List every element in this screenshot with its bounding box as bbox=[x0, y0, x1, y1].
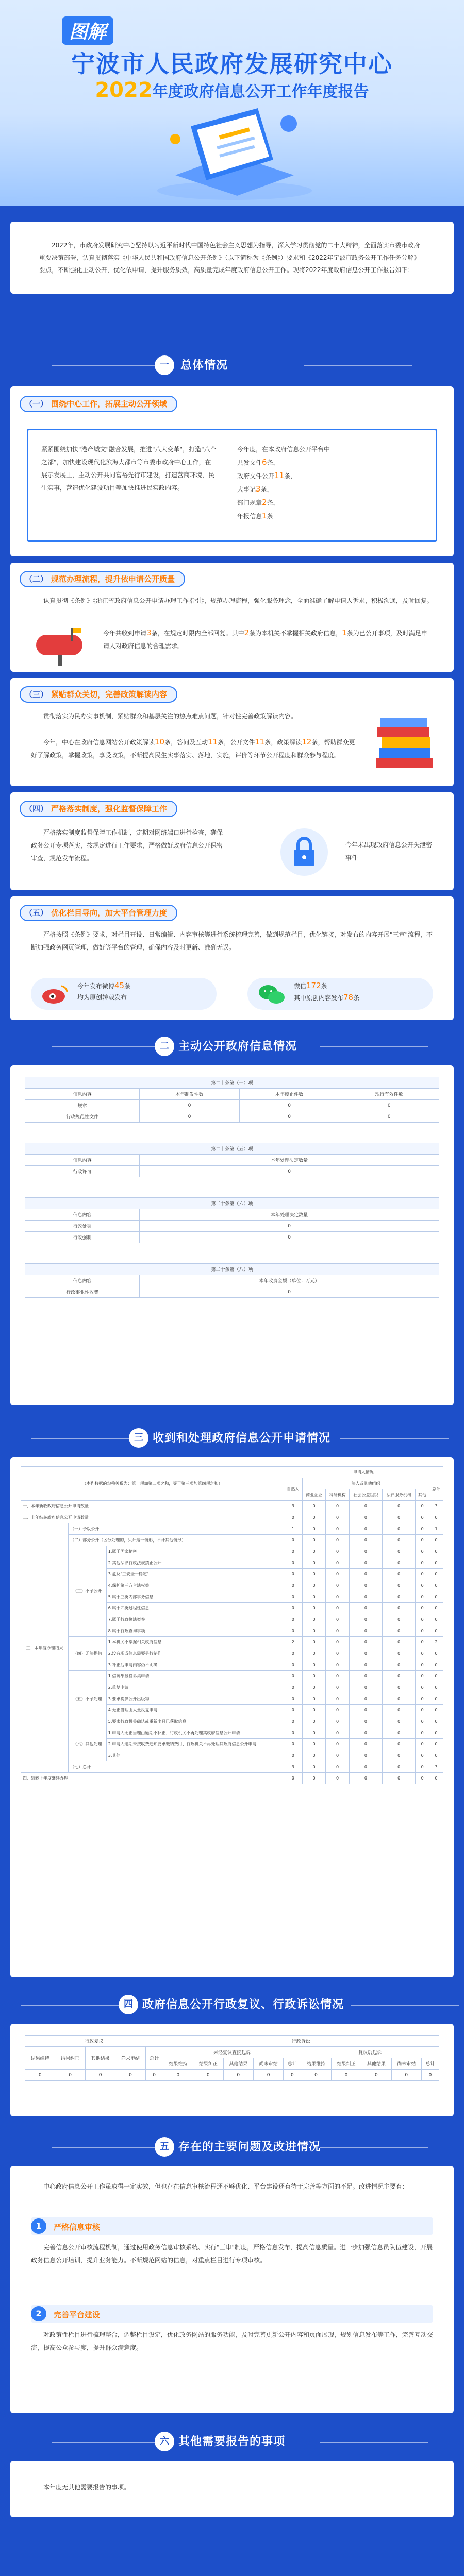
cell-value: 0 bbox=[284, 1614, 302, 1625]
cell-value: 0 bbox=[302, 1523, 326, 1535]
cell-value: 0 bbox=[326, 1716, 350, 1727]
cell-value: 0 bbox=[326, 1739, 350, 1750]
cell-value: 0 bbox=[284, 1603, 302, 1614]
cell-value: 0 bbox=[429, 1512, 443, 1523]
cell-value: 0 bbox=[429, 1659, 443, 1671]
row-label: 1.属于国家秘密 bbox=[106, 1546, 284, 1557]
cell-value: 0 bbox=[284, 1693, 302, 1705]
cell-value: 0 bbox=[416, 1523, 429, 1535]
cell-value: 0 bbox=[193, 2070, 223, 2081]
cell-value: 0 bbox=[302, 1648, 326, 1659]
cell-value: 0 bbox=[416, 1637, 429, 1648]
cell-value: 0 bbox=[326, 1648, 350, 1659]
row-label: 8.属于行政查询事项 bbox=[106, 1625, 284, 1637]
cell-value: 0 bbox=[302, 1603, 326, 1614]
cell-value: 0 bbox=[383, 1614, 416, 1625]
item-number-1: 1 bbox=[31, 2218, 46, 2234]
cell-value: 0 bbox=[349, 1659, 382, 1671]
item-number-2: 2 bbox=[31, 2306, 46, 2321]
cell-value: 0 bbox=[302, 1535, 326, 1546]
cell-value: 0 bbox=[253, 2070, 283, 2081]
row-label: 2.重复申请 bbox=[106, 1682, 284, 1693]
cell-value: 0 bbox=[349, 1591, 382, 1603]
cell-value: 0 bbox=[349, 1750, 382, 1761]
cell-value: 0 bbox=[302, 1682, 326, 1693]
cell-value: 0 bbox=[302, 1705, 326, 1716]
cell-value: 0 bbox=[284, 1682, 302, 1693]
cell-value: 0 bbox=[383, 1648, 416, 1659]
cell-value: 0 bbox=[302, 1659, 326, 1671]
cell-value: 0 bbox=[383, 1727, 416, 1739]
laptop-illustration-icon bbox=[155, 103, 314, 201]
row-label: 一、本年新收政府信息公开申请数量 bbox=[21, 1501, 284, 1512]
cell-value: 0 bbox=[331, 2070, 361, 2081]
page-title: 宁波市人民政府发展研究中心 bbox=[71, 50, 393, 78]
section-banner-3: 三 收到和处理政府信息公开申请情况 bbox=[0, 1422, 464, 1453]
cell-value: 0 bbox=[429, 1693, 443, 1705]
cell-value: 0 bbox=[383, 1523, 416, 1535]
table-row bbox=[21, 1727, 443, 1739]
cell-value: 0 bbox=[429, 1682, 443, 1693]
item-text-2: 对政策性栏目进行梳理整合，调整栏目设定，优化政务网站的服务功能，及时完善更新公开内容和页面展现，规划信息发布等工作，完善互动交流，提高公众参与度，提升群众满意度。 bbox=[31, 2331, 434, 2351]
row-label: 5.要求行政机关确认或重新出具已获取信息 bbox=[106, 1716, 284, 1727]
cell-value: 0 bbox=[326, 1727, 350, 1739]
section-banner-6: 六 其他需要报告的事项 bbox=[0, 2426, 464, 2456]
cell-value: 0 bbox=[284, 1648, 302, 1659]
cell-value: 0 bbox=[429, 1716, 443, 1727]
cell-value: 0 bbox=[326, 1761, 350, 1773]
cell-value: 0 bbox=[349, 1637, 382, 1648]
cell-value: 0 bbox=[349, 1535, 382, 1546]
cell-value: 0 bbox=[416, 1761, 429, 1773]
cell-value: 0 bbox=[383, 1637, 416, 1648]
cell-value: 0 bbox=[416, 1501, 429, 1512]
weibo-stat: 今年发布微博45条 均为原创转载发布 bbox=[77, 981, 131, 1001]
cell-value: 2 bbox=[284, 1637, 302, 1648]
table-row bbox=[21, 1501, 443, 1512]
cell-value: 0 bbox=[284, 1750, 302, 1761]
cell-value: 0 bbox=[349, 1648, 382, 1659]
row-label: 6.属于四类过程性信息 bbox=[106, 1603, 284, 1614]
cell-value: 0 bbox=[284, 1546, 302, 1557]
cell-value: 0 bbox=[284, 1512, 302, 1523]
cell-value: 0 bbox=[302, 1773, 326, 1784]
row-label: 2.没有现成信息需要另行制作 bbox=[106, 1648, 284, 1659]
row-label: 7.属于行政执法案卷 bbox=[106, 1614, 284, 1625]
cell-value: 0 bbox=[416, 1648, 429, 1659]
cell-value: 0 bbox=[429, 1671, 443, 1682]
row-label: （一）予以公开 bbox=[69, 1523, 284, 1535]
cell-value: 0 bbox=[349, 1773, 382, 1784]
cell-value: 0 bbox=[302, 1761, 326, 1773]
cell-value: 0 bbox=[326, 1682, 350, 1693]
cell-value: 0 bbox=[383, 1739, 416, 1750]
row-label: （五）不予处理 bbox=[69, 1671, 107, 1727]
cell-value: 0 bbox=[429, 1546, 443, 1557]
p2-text2: 今年共收到申请3条，在规定时限内全部回复。其中2条为本机关不掌握相关政府信息，1条为已公开事项，及时满足申请人对政府信息的合理需求。 bbox=[103, 628, 427, 650]
row-label: 2.其他法律行政法规禁止公开 bbox=[106, 1557, 284, 1569]
row-label: （二）部分公开（区分处理的，只计这一情形，不计其他情形） bbox=[69, 1535, 284, 1546]
subhead-1-2: （二） 规范办理流程，提升依申请公开质量 bbox=[20, 571, 185, 587]
cell-value: 0 bbox=[284, 1671, 302, 1682]
cell-value: 0 bbox=[383, 1750, 416, 1761]
cell-value: 0 bbox=[429, 1603, 443, 1614]
cell-value: 0 bbox=[429, 1739, 443, 1750]
row-label: 4.保护第三方合法权益 bbox=[106, 1580, 284, 1591]
row-label: 1.本机关不掌握相关政府信息 bbox=[106, 1637, 284, 1648]
cell-value: 0 bbox=[383, 1716, 416, 1727]
cell-value: 0 bbox=[326, 1705, 350, 1716]
cell-value: 0 bbox=[416, 1773, 429, 1784]
cell-value: 0 bbox=[326, 1773, 350, 1784]
subhead-1-3: （三） 紧贴群众关切，完善政策解读内容 bbox=[20, 686, 177, 703]
table-row bbox=[21, 1523, 443, 1535]
cell-value: 0 bbox=[383, 1546, 416, 1557]
cell-value: 0 bbox=[383, 1603, 416, 1614]
cell-value: 0 bbox=[302, 1716, 326, 1727]
cell-value: 0 bbox=[326, 1750, 350, 1761]
cell-value: 0 bbox=[383, 1512, 416, 1523]
cell-value: 0 bbox=[284, 1591, 302, 1603]
cell-value: 0 bbox=[326, 1625, 350, 1637]
table-applications: （本列数据的勾稽关系为：第一项加第二项之和，等于第三项加第四项之和） 申请人情况 自然人 法人或其他组织 总计 商业企业 科研机构 社会公益组织 法律服务机构 其他 一、本年新收政府信息公开申请数量 3 0 0 0 0 0 3 二、上年结转政府信息公开申请数量 0 0 0 0 0 0 0 三、本年度办理结果 （一）予以公开 1 0 0 0 0 0 1 （二）部分公开（区分处理的，只计这一情形，不计其他情形） 0 0 0 0 0 0 0 （三）不予公开 1.属于国家秘密 0 0 0 0 0 0 0 2.其他法律行政法规禁止公开 0 0 0 0 0 0 0 3.危及"三安全一稳定" 0 0 0 0 0 0 0 4.保护第三方合法权益 0 0 0 0 0 0 0 5.属于三类内部事务信息 0 0 0 0 0 0 0 6.属于四类过程性信息 0 0 0 0 0 0 0 7.属于行政执法案卷 0 0 0 0 0 0 0 8.属于行政查询事项 0 0 0 0 0 0 0 （四）无法提供 1.本机关不掌握相关政府信息 2 0 0 0 0 0 2 2.没有现成信息需要另行制作 0 0 0 0 0 0 0 3.补正后申请内容仍不明确 0 0 0 0 0 0 0 （五）不予处理 1.信访举报投诉类申请 0 0 0 0 0 0 0 2.重复申请 0 0 0 0 0 0 0 3.要求提供公开出版物 0 0 0 0 0 0 0 4.无正当理由大量反复申请 0 0 0 0 0 0 0 5.要求行政机关确认或重新出具已获取信息 0 0 0 0 0 0 0 （六）其他处理 1.申请人无正当理由逾期不补正、行政机关不再处理其政府信息公开申请 0 0 0 0 0 0 0 2.申请人逾期未按收费通知要求缴纳费用、行政机关不再处理其政府信息公开申请 0 0 0 0 0 0 0 3.其他 0 0 0 0 0 0 0 （七）总计 3 0 0 0 0 0 3 四、结转下年度继续办理 0 0 0 0 0 0 0 bbox=[10, 1457, 454, 1977]
header-tag: 图解 bbox=[62, 16, 113, 45]
cell-value: 1 bbox=[429, 1523, 443, 1535]
row-label: 1.信访举报投诉类申请 bbox=[106, 1671, 284, 1682]
row-label: （四）无法提供 bbox=[69, 1637, 107, 1671]
cell-value: 0 bbox=[416, 1535, 429, 1546]
cell-value: 0 bbox=[326, 1523, 350, 1535]
row-label: 5.属于三类内部事务信息 bbox=[106, 1591, 284, 1603]
header-hero bbox=[0, 0, 464, 206]
cell-value: 0 bbox=[416, 1671, 429, 1682]
cell-value: 0 bbox=[383, 1557, 416, 1569]
table-row bbox=[21, 1761, 443, 1773]
cell-value: 0 bbox=[416, 1693, 429, 1705]
cell-value: 0 bbox=[326, 1614, 350, 1625]
cell-value: 0 bbox=[429, 1535, 443, 1546]
cell-value: 0 bbox=[326, 1569, 350, 1580]
p1-text: 紧紧围绕加快"港产城文"融合发展，推进"八大变革"，打造"八个之都"，加快建设现代化滨海大都市等市委市政府中心工作，在展示发展上，主动公开共同富裕先行市建设，打造营商环境，民生实事，营造优化建设项目等加快推进民实政内容。 bbox=[41, 446, 217, 492]
cell-value: 3 bbox=[284, 1501, 302, 1512]
cell-value: 0 bbox=[284, 1739, 302, 1750]
cell-value: 0 bbox=[429, 1773, 443, 1784]
table-row bbox=[21, 1546, 443, 1557]
table-row bbox=[21, 1637, 443, 1648]
row-label: （六）其他处理 bbox=[69, 1727, 107, 1761]
card-section-1-3 bbox=[10, 678, 454, 786]
cell-value: 0 bbox=[429, 1557, 443, 1569]
cell-value: 0 bbox=[284, 1625, 302, 1637]
item-title-1: 严格信息审核 bbox=[54, 2223, 101, 2232]
item-title-2: 完善平台建设 bbox=[54, 2310, 101, 2319]
wechat-stat: 微信172条 其中原创内容发布78条 bbox=[294, 981, 360, 1002]
cell-value: 0 bbox=[416, 1512, 429, 1523]
intro-paragraph: 2022年，市政府发展研究中心坚持以习近平新时代中国特色社会主义思想为指导，深入学习贯彻党的二十大精神，全面落实市委市政府重要决策部署，认真贯彻落实《中华人民共和国政府信息公开条例》（以下简称为《条例》）要求和《2022年宁波市政务公开工作任务分解》要点，不断强化主动公开，优化依申请，提升服务质效，高质量完成年度政府信息公开工作。现将2022年度政府信息公开工作报告如下： bbox=[10, 222, 454, 294]
cell-value: 3 bbox=[284, 1761, 302, 1773]
cell-value: 0 bbox=[416, 1580, 429, 1591]
cell-value: 0 bbox=[284, 1659, 302, 1671]
card-section-6 bbox=[10, 2461, 454, 2517]
p2-text1: 认真贯彻《条例》《浙江省政府信息公开申请办理工作指引》，规范办理流程，强化服务理念，全面准确了解申请人诉求，积极沟通，及时回复。 bbox=[43, 597, 434, 604]
cell-value: 0 bbox=[349, 1761, 382, 1773]
cell-value: 0 bbox=[284, 1580, 302, 1591]
cell-value: 0 bbox=[383, 1761, 416, 1773]
cell-value: 0 bbox=[349, 1614, 382, 1625]
cell-value: 0 bbox=[326, 1535, 350, 1546]
cell-value: 0 bbox=[284, 1773, 302, 1784]
cell-value: 0 bbox=[383, 1682, 416, 1693]
cell-value: 0 bbox=[416, 1625, 429, 1637]
cell-value: 0 bbox=[302, 1569, 326, 1580]
cell-value: 0 bbox=[302, 1591, 326, 1603]
cell-value: 0 bbox=[383, 1580, 416, 1591]
cell-value: 0 bbox=[223, 2070, 253, 2081]
row-label: 3.其他 bbox=[106, 1750, 284, 1761]
card-section-1-2 bbox=[10, 563, 454, 672]
cell-value: 3 bbox=[429, 1761, 443, 1773]
cell-value: 0 bbox=[429, 1750, 443, 1761]
cell-value: 0 bbox=[302, 1580, 326, 1591]
cell-value: 0 bbox=[326, 1637, 350, 1648]
cell-value: 0 bbox=[416, 1557, 429, 1569]
cell-value: 0 bbox=[326, 1557, 350, 1569]
cell-value: 0 bbox=[301, 2070, 331, 2081]
cell-value: 0 bbox=[302, 1625, 326, 1637]
page-subtitle: 2022年度政府信息公开工作年度报告 bbox=[95, 78, 369, 102]
cell-value: 0 bbox=[326, 1580, 350, 1591]
row-label: 3.危及"三安全一稳定" bbox=[106, 1569, 284, 1580]
subhead-1-5: （五） 优化栏目导向，加大平台管理力度 bbox=[20, 905, 177, 921]
cell-value: 0 bbox=[429, 1591, 443, 1603]
cell-value: 0 bbox=[416, 1659, 429, 1671]
cell-value: 0 bbox=[349, 1603, 382, 1614]
cell-value: 0 bbox=[416, 1705, 429, 1716]
cell-value: 0 bbox=[326, 1603, 350, 1614]
cell-value: 0 bbox=[429, 1727, 443, 1739]
cell-value: 0 bbox=[302, 1501, 326, 1512]
cell-value: 0 bbox=[302, 1671, 326, 1682]
cell-value: 0 bbox=[326, 1512, 350, 1523]
cell-value: 0 bbox=[349, 1569, 382, 1580]
cell-value: 0 bbox=[326, 1671, 350, 1682]
cell-value: 0 bbox=[302, 1750, 326, 1761]
cell-value: 0 bbox=[383, 1501, 416, 1512]
cell-value: 0 bbox=[383, 1625, 416, 1637]
card-section-5 bbox=[10, 2166, 454, 2413]
cell-value: 0 bbox=[55, 2070, 85, 2081]
cell-value: 0 bbox=[416, 1614, 429, 1625]
cell-value: 0 bbox=[349, 1523, 382, 1535]
cell-value: 0 bbox=[383, 1591, 416, 1603]
cell-value: 0 bbox=[349, 1682, 382, 1693]
cell-value: 0 bbox=[383, 1535, 416, 1546]
cell-value: 0 bbox=[349, 1580, 382, 1591]
mailbox-icon bbox=[31, 624, 93, 666]
cell-value: 0 bbox=[349, 1557, 382, 1569]
cell-value: 0 bbox=[429, 1648, 443, 1659]
p5-text: 严格按照《条例》要求，对栏目开设、日常编辑、内容审核等进行系统梳理完善，做到规范栏目，优化链接，对发布的内容开展"三审"流程，不断加强政务网页管理，做好等平台的管理，确保内容及时更新、准确无误。 bbox=[31, 931, 433, 951]
section-banner-5: 五 存在的主要问题及改进情况 bbox=[0, 2131, 464, 2162]
cell-value: 0 bbox=[349, 1546, 382, 1557]
subhead-1-4: （四） 严格落实制度，强化监督保障工作 bbox=[20, 801, 177, 817]
p6-text: 本年度无其他需要报告的事项。 bbox=[43, 2484, 130, 2491]
cell-value: 0 bbox=[115, 2070, 145, 2081]
row-label: （三）不予公开 bbox=[69, 1546, 107, 1637]
cell-value: 0 bbox=[349, 1501, 382, 1512]
cell-value: 0 bbox=[416, 1591, 429, 1603]
cell-value: 0 bbox=[302, 1739, 326, 1750]
cell-value: 0 bbox=[429, 1569, 443, 1580]
row-label: 1.申请人无正当理由逾期不补正、行政机关不再处理其政府信息公开申请 bbox=[106, 1727, 284, 1739]
p3-text1: 贯彻落实为民办实事机制，紧贴群众和基层关注的热点难点问题，针对性完善政策解读内容。 bbox=[43, 713, 297, 720]
cell-value: 0 bbox=[429, 1580, 443, 1591]
p5-intro: 中心政府信息公开工作虽取得一定实效，但也存在信息审核流程还不够优化、平台建设还有待于完善等方面的不足。改进情况主要有： bbox=[43, 2183, 409, 2190]
cell-value: 0 bbox=[383, 1773, 416, 1784]
books-icon bbox=[371, 714, 438, 776]
cell-value: 0 bbox=[349, 1727, 382, 1739]
row-label: 二、上年结转政府信息公开申请数量 bbox=[21, 1512, 284, 1523]
cell-value: 0 bbox=[302, 1557, 326, 1569]
row-label: 四、结转下年度继续办理 bbox=[21, 1773, 284, 1784]
cell-value: 0 bbox=[326, 1591, 350, 1603]
cell-value: 0 bbox=[349, 1716, 382, 1727]
cell-value: 0 bbox=[416, 1682, 429, 1693]
section-banner-1: 一 总体情况 bbox=[0, 349, 464, 380]
cell-value: 0 bbox=[25, 2070, 55, 2081]
cell-value: 0 bbox=[383, 1705, 416, 1716]
cell-value: 0 bbox=[416, 1727, 429, 1739]
p4-side: 今年未出现政府信息公开失泄密事件 bbox=[345, 841, 433, 861]
p1-stats: 今年度，在本政府信息公开平台中 共发文件6条， 政府文件公开11条， 大事记3条， 部门规章2条， 年报信息1条 bbox=[237, 446, 330, 520]
cell-value: 0 bbox=[349, 1625, 382, 1637]
cell-value: 0 bbox=[383, 1693, 416, 1705]
cell-value: 0 bbox=[326, 1501, 350, 1512]
row-label: 2.申请人逾期未按收费通知要求缴纳费用、行政机关不再处理其政府信息公开申请 bbox=[106, 1739, 284, 1750]
row-label: 4.无正当理由大量反复申请 bbox=[106, 1705, 284, 1716]
cell-value: 0 bbox=[145, 2070, 163, 2081]
cell-value: 0 bbox=[302, 1693, 326, 1705]
card-section-1-4 bbox=[10, 792, 454, 890]
cell-value: 0 bbox=[302, 1637, 326, 1648]
cell-value: 0 bbox=[349, 1693, 382, 1705]
cell-value: 0 bbox=[349, 1512, 382, 1523]
cell-value: 0 bbox=[302, 1512, 326, 1523]
cell-value: 0 bbox=[284, 2070, 301, 2081]
weibo-icon bbox=[41, 983, 69, 1005]
cell-value: 0 bbox=[391, 2070, 421, 2081]
p4-text: 严格落实制度监督保障工作机制，定期对网络端口进行检查，确保政务公开专项落实，按规定进行工作要求，严格做好政府信息公开保密审查，规范发布流程。 bbox=[31, 829, 223, 862]
cell-value: 0 bbox=[326, 1659, 350, 1671]
cell-value: 0 bbox=[416, 1739, 429, 1750]
cell-value: 0 bbox=[416, 1546, 429, 1557]
lock-shield-icon bbox=[278, 826, 330, 878]
table-proactive-disclosure: 第二十条第（一）项 信息内容 本年制发件数 本年废止件数 现行有效件数 规章 0 0 0 行政规范性文件 0 0 0 第二十条第（五）项 信息内容 本年处理决定数量 行政许可 0 第二十条第（六）项 信息内容 本年处理决定数量 行政处罚 0 行政强制 0 第二十条第（八）项 信息内容 本年收费金额（单位：万元） 行政事业性收费 0 bbox=[10, 1065, 454, 1405]
section-banner-2: 二 主动公开政府信息情况 bbox=[0, 1030, 464, 1061]
row-label: 3.补正后申请内容仍不明确 bbox=[106, 1659, 284, 1671]
card-section-1-5 bbox=[10, 896, 454, 1020]
table-row bbox=[21, 1671, 443, 1682]
cell-value: 0 bbox=[416, 1603, 429, 1614]
cell-value: 0 bbox=[383, 1569, 416, 1580]
cell-value: 0 bbox=[429, 1625, 443, 1637]
cell-value: 0 bbox=[163, 2070, 193, 2081]
cell-value: 0 bbox=[429, 1614, 443, 1625]
row-label: 3.要求提供公开出版物 bbox=[106, 1693, 284, 1705]
cell-value: 0 bbox=[284, 1705, 302, 1716]
cell-value: 0 bbox=[302, 1614, 326, 1625]
cell-value: 0 bbox=[361, 2070, 391, 2081]
wechat-icon bbox=[258, 983, 286, 1005]
cell-value: 0 bbox=[349, 1671, 382, 1682]
cell-value: 0 bbox=[284, 1716, 302, 1727]
cell-value: 0 bbox=[416, 1569, 429, 1580]
cell-value: 0 bbox=[284, 1727, 302, 1739]
cell-value: 0 bbox=[416, 1716, 429, 1727]
cell-value: 0 bbox=[326, 1546, 350, 1557]
cell-value: 0 bbox=[302, 1546, 326, 1557]
table-row bbox=[21, 1535, 443, 1546]
cell-value: 0 bbox=[284, 1535, 302, 1546]
cell-value: 3 bbox=[429, 1501, 443, 1512]
subhead-1-1: （一） 围绕中心工作，拓展主动公开领域 bbox=[20, 396, 177, 412]
cell-value: 0 bbox=[302, 1727, 326, 1739]
cell-value: 0 bbox=[349, 1739, 382, 1750]
cell-value: 0 bbox=[349, 1705, 382, 1716]
section-banner-4: 四 政府信息公开行政复议、行政诉讼情况 bbox=[0, 1989, 464, 2020]
item-text-1: 完善信息公开审核流程机制，通过使用政务信息审核系统、实行"三审"制度，严格信息发布，提高信息质量。进一步加强信息员队伍建设，开展政务信息公开培训，提升业务能力。不断规范网站的信息，对重点栏目进行专项审核。 bbox=[31, 2244, 433, 2264]
cell-value: 0 bbox=[429, 1705, 443, 1716]
cell-value: 2 bbox=[429, 1637, 443, 1648]
table-review-litigation: 行政复议 行政诉讼 结果维持 结果纠正 其他结果 尚未审结 总计 未经复议直接起诉 复议后起诉 结果维持 结果纠正 其他结果 尚未审结 总计 结果维持 结果纠正 其他结果 尚未审结 总计 0 0 0 0 0 0 0 0 0 0 0 0 0 0 0 bbox=[10, 2024, 454, 2116]
row-label: （七）总计 bbox=[69, 1761, 284, 1773]
cell-value: 0 bbox=[85, 2070, 115, 2081]
table-row bbox=[21, 1512, 443, 1523]
table-row bbox=[21, 1773, 443, 1784]
cell-value: 0 bbox=[383, 1659, 416, 1671]
cell-value: 0 bbox=[416, 1750, 429, 1761]
cell-value: 0 bbox=[284, 1557, 302, 1569]
cell-value: 0 bbox=[422, 2070, 439, 2081]
p3-text2: 今年，中心在政府信息网站公开政策解读10条，答问及互动11条，公开文件11条，政策解读12条，帮助群众更好了解政策，掌握政策，享受政策，不断提高民生实事落实、落地，实施，评价等环节公开程度和群众参与程度。 bbox=[31, 737, 355, 759]
cell-value: 0 bbox=[326, 1693, 350, 1705]
card-section-1-1 bbox=[10, 386, 454, 556]
cell-value: 0 bbox=[383, 1671, 416, 1682]
row-label: 三、本年度办理结果 bbox=[21, 1523, 69, 1773]
cell-value: 0 bbox=[284, 1569, 302, 1580]
cell-value: 1 bbox=[284, 1523, 302, 1535]
